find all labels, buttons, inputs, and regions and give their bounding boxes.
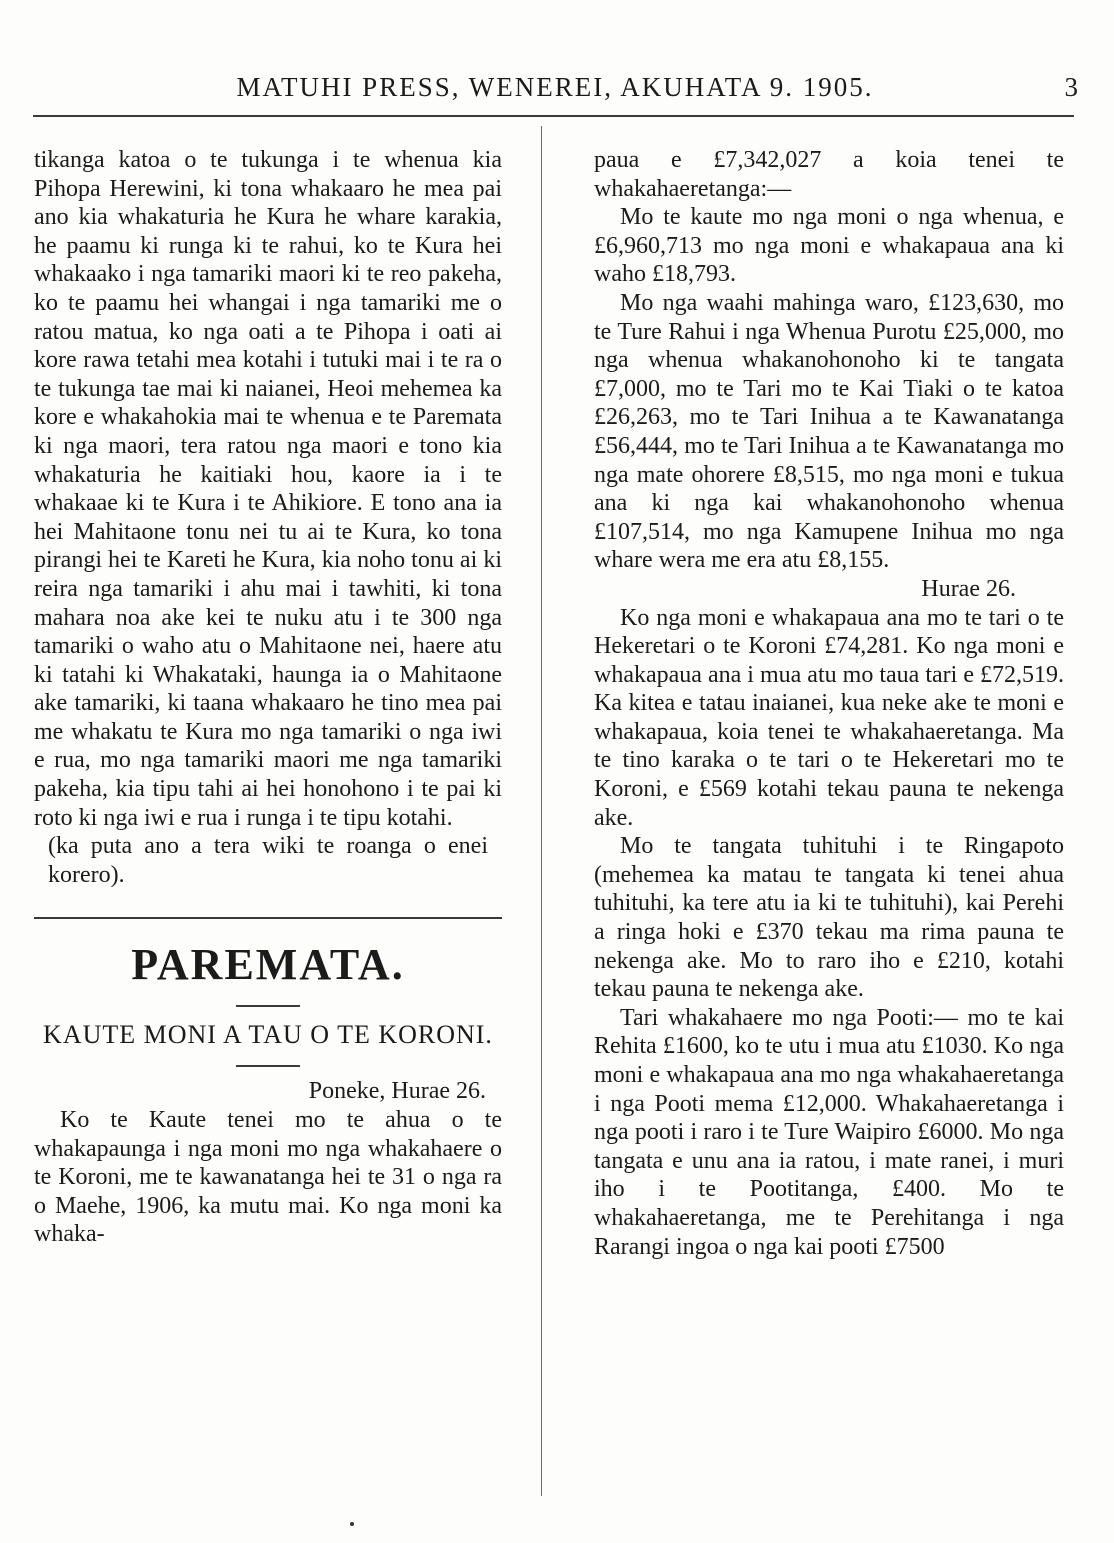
right-paragraph-1: paua e £7,342,027 a koia tenei te whakahaeretanga:— bbox=[594, 147, 1064, 202]
short-rule-2 bbox=[236, 1065, 300, 1067]
left-paragraph-2: Ko te Kaute tenei mo te ahua o te whakapaunga i nga moni mo nga whakahaere o te Koroni, me te kawanatanga hei te 31 o nga ra o Maehe, 1906, ka mutu mai. Ko nga moni ka whaka- bbox=[34, 1107, 502, 1248]
page-number: 3 bbox=[1064, 72, 1078, 102]
right-paragraph-2: Mo te kaute mo nga moni o nga whenua, e £6,960,713 mo nga moni e whakapaua ana ki waho £18,793. bbox=[594, 204, 1064, 288]
header-rule bbox=[33, 115, 1074, 117]
page-header bbox=[30, 68, 1080, 108]
print-speck bbox=[350, 1522, 354, 1526]
left-paragraph-1: tikanga katoa o te tukunga i te whenua kia Pihopa Herewini, ki tona whakaaro he mea pai ano kia whakaturia he Kura he whare karakia, he paamu ki runga ki te rahui, ko te Kura hei whakaako i nga tamariki maori ki te reo pakeha, ko te paamu hei whangai i nga tamariki me o ratou matua, ko nga oati a te Pihopa i oati ai kore rawa tetahi mea kotahi i tutuki mai i te ra o te tukunga tae mai ki naianei, Heoi mehemea ka kore e whakahokia mai te whenua e te Paremata ki nga maori, tera ratou nga maori e tono kia whakaturia he kaitiaki hou, kaore ia i te whakaae ki te Kura i te Ahikiore. E tono ana ia hei Mahitaone tonu nei tu ai te Kura, ko tona pirangi hei te Kareti he Kura, kia noho tonu ai ki reira nga tamariki i ahu mai i tawhiti, ki tona mahara noa ake kei te nuku atu i te 300 nga tamariki o waho atu o Mahitaone nei, haere atu ki tatahi ki Whakataki, haunga ia o Mahitaone ake tamariki, ki taana whakaaro he tino mea pai me whakatu te Kura mo nga tamariki o nga iwi e rua, mo nga tamariki maori me nga tamariki pakeha, kia tipu tahi ai hei honohono i te pai ki roto ki nga iwi e rua i runga i te tipu kotahi. bbox=[34, 147, 502, 831]
column-divider bbox=[541, 126, 542, 1496]
right-paragraph-6: Tari whakahaere mo nga Pooti:— mo te kai Rehita £1600, ko te utu i mua atu £1030. Ko nga moni e whakapaua ana mo nga whakahaeretanga i nga Pooti mema £12,000. Whakahaeretanga i nga pooti i raro i te Ture Waipiro £6000. Mo nga tangata e unu ana ia ratou, i mate ranei, i muri iho i te Pootitanga, £400. Mo te whakahaeretanga, me te Perehitanga i nga Rarangi ingoa o nga kai pooti £7500 bbox=[594, 1004, 1064, 1260]
article-dateline: Poneke, Hurae 26. bbox=[308, 1078, 486, 1105]
right-paragraph-5: Mo te tangata tuhituhi i te Ringapoto (mehemea ka matau te tangata ki tenei ahua tuhituhi, ka tere atu ia ki te tuhituhi), kai Perehi a ringa hoki e £370 tekau ma rima pauna te nekenga ake. Mo to raro iho e £210, kotahi tekau pauna te nekenga ake. bbox=[594, 833, 1064, 1003]
section-rule bbox=[34, 917, 502, 919]
continued-note: (ka puta ano a tera wiki te roanga o enei korero). bbox=[48, 833, 488, 888]
right-paragraph-4: Ko nga moni e whakapaua ana mo te tari o te Hekeretari o te Koroni £74,281. Ko nga moni e whakapaua ana i mua atu mo taua tari e £72,519. Ka kitea e tatau inaianei, kua neke ake te moni e whakapaua, koia tenei te whakahaeretanga. Ma te tino karaka o te tari o te Hekeretari mo te Koroni, e £569 kotahi tekau pauna te nekenga ake. bbox=[594, 604, 1064, 831]
right-column bbox=[594, 146, 1064, 1261]
right-paragraph-3: Mo nga waahi mahinga waro, £123,630, mo te Ture Rahui i nga Whenua Purotu £25,000, mo nga whenua whakanohonoho ki te tangata £7,000, mo te Tari mo te Kai Tiaki o te katoa £26,263, mo te Tari Inihua a te Kawanatanga £56,444, mo te Tari Inihua a te Kawanatanga mo nga mate ohorere £8,515, mo nga moni e tukua ana ki nga kai whakanohonoho whenua £107,514, mo nga Kamupene Inihua mo nga whare wera me era atu £8,155. bbox=[594, 289, 1064, 574]
right-dateline: Hurae 26. bbox=[921, 575, 1016, 602]
left-column bbox=[34, 146, 502, 1249]
article-subheading: KAUTE MONI A TAU O TE KORONI. bbox=[43, 1020, 493, 1050]
short-rule-1 bbox=[236, 1005, 300, 1007]
section-title: PAREMATA. bbox=[131, 940, 405, 990]
newspaper-masthead: MATUHI PRESS, WENEREI, AKUHATA 9. 1905. bbox=[236, 72, 874, 102]
